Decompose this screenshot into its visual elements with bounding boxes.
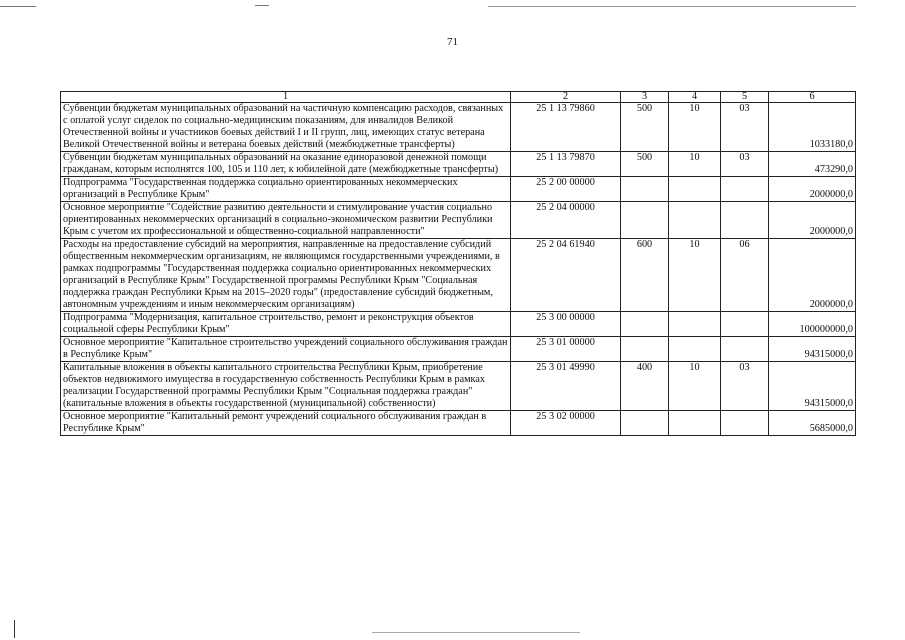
- row-column-3: [621, 177, 669, 202]
- column-header-1: 1: [61, 92, 511, 103]
- table-row: [61, 152, 856, 177]
- row-description: Субвенции бюджетам муниципальных образований на оказание единоразовой денежной помощи гражданам, которым исполнятся 100, 105 и 110 лет, к юбилейной дате (межбюджетные трансферты): [61, 152, 511, 177]
- row-code: 25 1 13 79870: [511, 152, 621, 177]
- row-column-3: [621, 312, 669, 337]
- row-description: Основное мероприятие "Капитальное строительство учреждений социального обслуживания граждан в Республике Крым": [61, 337, 511, 362]
- row-column-3: 600: [621, 239, 669, 312]
- column-header-5: 5: [721, 92, 769, 103]
- page-number: 71: [447, 36, 458, 48]
- scan-edge-mark: [14, 620, 15, 638]
- row-column-4: [669, 411, 721, 436]
- row-amount: 5685000,0: [769, 411, 856, 436]
- row-column-5: [721, 337, 769, 362]
- column-header-6: 6: [769, 92, 856, 103]
- row-amount: 100000000,0: [769, 312, 856, 337]
- scan-artifact-top-left: [0, 6, 36, 7]
- row-column-5: [721, 202, 769, 239]
- row-amount: 2000000,0: [769, 202, 856, 239]
- row-amount: 2000000,0: [769, 239, 856, 312]
- row-column-3: [621, 337, 669, 362]
- row-column-4: [669, 337, 721, 362]
- row-column-5: [721, 312, 769, 337]
- table-row: [61, 337, 856, 362]
- row-code: 25 1 13 79860: [511, 103, 621, 152]
- row-column-4: 10: [669, 152, 721, 177]
- column-header-4: 4: [669, 92, 721, 103]
- row-column-5: 06: [721, 239, 769, 312]
- row-column-5: [721, 411, 769, 436]
- scan-artifact-bottom: [372, 632, 580, 633]
- row-description: Основное мероприятие "Капитальный ремонт учреждений социального обслуживания граждан в Республике Крым": [61, 411, 511, 436]
- table-header-row: [61, 92, 856, 103]
- table-row: [61, 362, 856, 411]
- row-column-4: [669, 177, 721, 202]
- row-amount: 2000000,0: [769, 177, 856, 202]
- row-column-4: [669, 202, 721, 239]
- scan-artifact-top-right: [488, 6, 856, 7]
- row-column-3: 500: [621, 152, 669, 177]
- row-description: Подпрограмма "Государственная поддержка социально ориентированных некоммерческих организаций в Республике Крым": [61, 177, 511, 202]
- table-row: [61, 202, 856, 239]
- row-code: 25 3 00 00000: [511, 312, 621, 337]
- row-column-3: 400: [621, 362, 669, 411]
- row-column-3: 500: [621, 103, 669, 152]
- row-column-3: [621, 202, 669, 239]
- table-row: [61, 411, 856, 436]
- row-description: Расходы на предоставление субсидий на мероприятия, направленные на предоставление субсидий общественным некоммерческим организациям, не являющимся государственными учреждениями, в рамках подпрограммы "Государственная поддержка социально ориентированных некоммерческих организаций в Республике Крым" Государственной программы Республики Крым "Социальная поддержка граждан Республики Крым на 2015–2020 годы" (предоставление субсидий бюджетным, автономным учреждениям и иным некоммерческим организациям): [61, 239, 511, 312]
- row-code: 25 3 02 00000: [511, 411, 621, 436]
- row-amount: 94315000,0: [769, 362, 856, 411]
- row-description: Капитальные вложения в объекты капитального строительства Республики Крым, приобретение объектов недвижимого имущества в государственную собственность Республики Крым в рамках реализации Государственной программы Республики Крым "Социальная поддержка граждан" (капитальные вложения в объекты государственной (муниципальной) собственности): [61, 362, 511, 411]
- row-column-4: 10: [669, 362, 721, 411]
- budget-table: [60, 91, 856, 436]
- table-row: [61, 312, 856, 337]
- row-code: 25 2 04 00000: [511, 202, 621, 239]
- table-row: [61, 239, 856, 312]
- row-column-5: 03: [721, 362, 769, 411]
- row-amount: 473290,0: [769, 152, 856, 177]
- row-code: 25 3 01 00000: [511, 337, 621, 362]
- row-amount: 1033180,0: [769, 103, 856, 152]
- row-column-4: 10: [669, 239, 721, 312]
- row-column-3: [621, 411, 669, 436]
- scan-artifact-top-center: [255, 5, 269, 6]
- row-description: Подпрограмма "Модернизация, капитальное строительство, ремонт и реконструкция объектов социальной сферы Республики Крым": [61, 312, 511, 337]
- row-column-5: [721, 177, 769, 202]
- row-column-4: [669, 312, 721, 337]
- row-description: Субвенции бюджетам муниципальных образований на частичную компенсацию расходов, связанных с оплатой услуг сиделок по социально-медицинским показаниям, для инвалидов Великой Отечественной войны и участников боевых действий I и II групп, лиц, имеющих статус ветерана Великой Отечественной войны и ветерана боевых действий (межбюджетные трансферты): [61, 103, 511, 152]
- column-header-2: 2: [511, 92, 621, 103]
- row-description: Основное мероприятие "Содействие развитию деятельности и стимулирование участия социально ориентированных некоммерческих организаций в социально-экономическом развитии Республики Крым с учетом их профессиональной и общественно-социальной направленности": [61, 202, 511, 239]
- row-code: 25 3 01 49990: [511, 362, 621, 411]
- row-amount: 94315000,0: [769, 337, 856, 362]
- row-code: 25 2 04 61940: [511, 239, 621, 312]
- row-column-5: 03: [721, 152, 769, 177]
- column-header-3: 3: [621, 92, 669, 103]
- row-column-4: 10: [669, 103, 721, 152]
- row-code: 25 2 00 00000: [511, 177, 621, 202]
- table-row: [61, 103, 856, 152]
- row-column-5: 03: [721, 103, 769, 152]
- table-row: [61, 177, 856, 202]
